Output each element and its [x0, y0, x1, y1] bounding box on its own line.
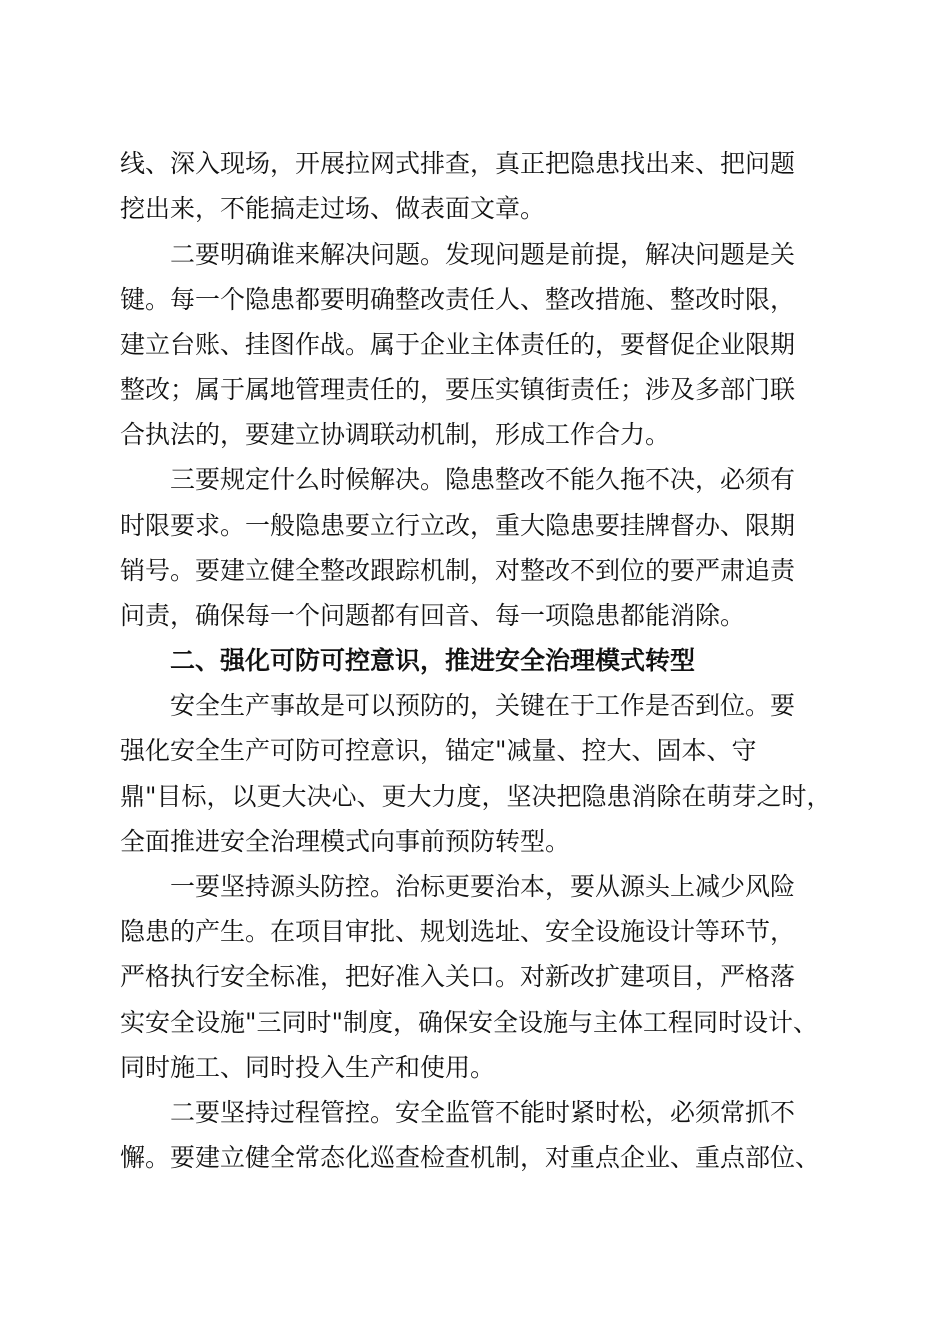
text-line: 线、深入现场，开展拉网式排查，真正把隐患找出来、把问题 [120, 149, 796, 178]
text-line: 全面推进安全治理模式向事前预防转型。 [120, 827, 571, 856]
paragraph-start: 二要明确谁来解决问题。发现问题是前提，解决问题是关 [170, 240, 796, 269]
paragraph-start: 二要坚持过程管控。安全监管不能时紧时松，必须常抓不 [170, 1098, 796, 1127]
text-line: 建立台账、挂图作战。属于企业主体责任的，要督促企业限期 [120, 330, 796, 359]
paragraph-start: 三要规定什么时候解决。隐患整改不能久拖不决，必须有 [170, 465, 796, 494]
section-heading: 二、强化可防可控意识，推进安全治理模式转型 [170, 646, 696, 675]
text-line: 时限要求。一般隐患要立行立改，重大隐患要挂牌督办、限期 [120, 511, 796, 540]
text-line: 懈。要建立健全常态化巡查检查机制，对重点企业、重点部位、 [120, 1143, 821, 1172]
text-line: 鼎"目标，以更大决心、更大力度，坚决把隐患消除在萌芽之时， [120, 782, 832, 811]
text-line: 键。每一个隐患都要明确整改责任人、整改措施、整改时限， [120, 285, 796, 314]
paragraph-start: 一要坚持源头防控。治标更要治本，要从源头上减少风险 [170, 872, 796, 901]
text-line: 整改；属于属地管理责任的，要压实镇街责任；涉及多部门联 [120, 375, 796, 404]
text-line: 隐患的产生。在项目审批、规划选址、安全设施设计等环节， [120, 917, 796, 946]
text-line: 同时施工、同时投入生产和使用。 [120, 1053, 496, 1082]
text-line: 合执法的，要建立协调联动机制，形成工作合力。 [120, 420, 671, 449]
text-line: 严格执行安全标准，把好准入关口。对新改扩建项目，严格落 [120, 962, 796, 991]
text-line: 问责，确保每一个问题都有回音、每一项隐患都能消除。 [120, 601, 746, 630]
text-line: 强化安全生产可防可控意识，锚定"减量、控大、固本、守 [120, 736, 757, 765]
text-line: 实安全设施"三同时"制度，确保安全设施与主体工程同时设计、 [120, 1008, 819, 1037]
text-line: 销号。要建立健全整改跟踪机制，对整改不到位的要严肃追责 [120, 556, 796, 585]
text-line: 挖出来，不能搞走过场、做表面文章。 [120, 194, 546, 223]
paragraph-start: 安全生产事故是可以预防的，关键在于工作是否到位。要 [170, 691, 796, 720]
